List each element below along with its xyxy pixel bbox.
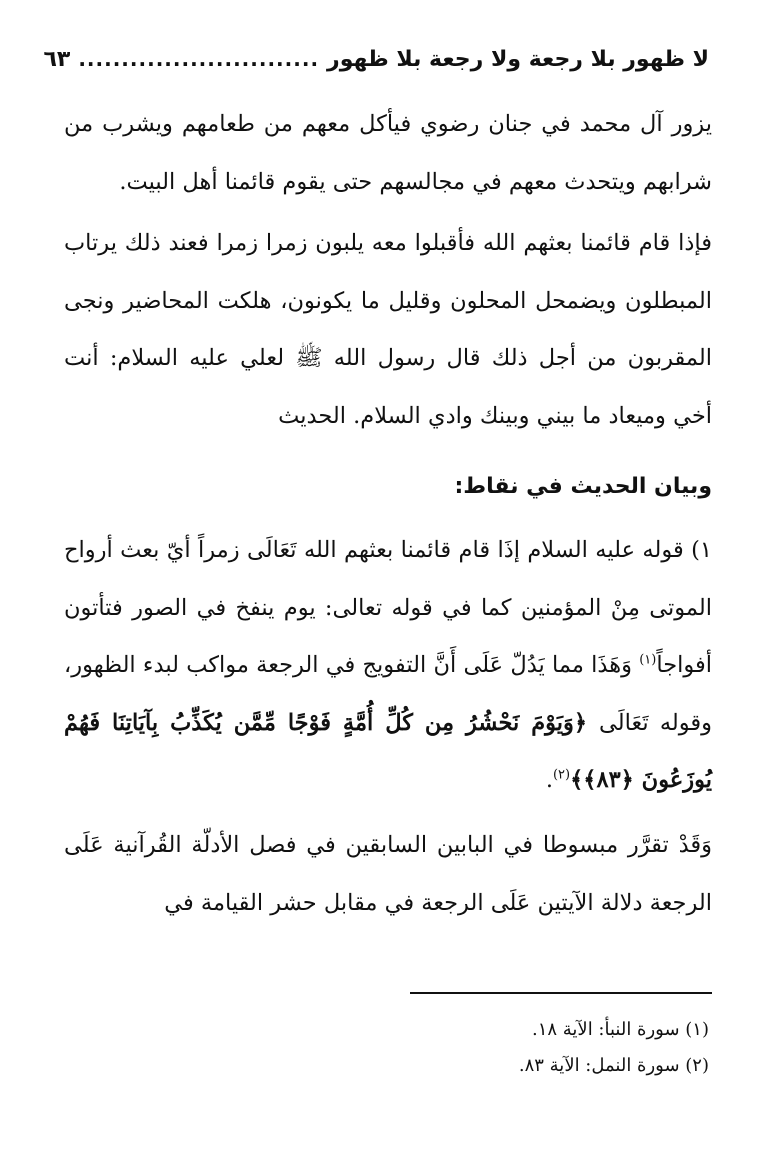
page-number: ٦٣	[43, 46, 71, 72]
point-1-text-b: وَهَذَا مما يَدُلّ عَلَى أَنَّ التفويج في الرجعة مواكب لبدء الظهور، وقوله تَعَالَى	[64, 652, 712, 736]
running-header	[43, 40, 709, 78]
footnote-divider	[410, 992, 712, 994]
quran-verse: ﴿وَيَوْمَ نَحْشُرُ مِن كُلِّ أُمَّةٍ فَوْجًا مِّمَّن يُكَذِّبُ بِآيَاتِنَا فَهُمْ يُوزَعُونَ ﴿٨٣﴾﴾	[64, 709, 712, 793]
point-1-end: .	[545, 767, 553, 793]
paragraph-4: وَقَدْ تقرَّر مبسوطا في البابين السابقين في فصل الأدلّة القُرآنية عَلَى الرجعة دلالة الآيتين عَلَى الرجعة في مقابل حشر القيامة في	[64, 832, 712, 916]
footnote-ref-2: (٢)	[552, 767, 571, 783]
paragraph-point-1	[64, 522, 712, 810]
header-leader-dots: ............................	[78, 47, 320, 71]
header-title: لا ظهور بلا رجعة ولا رجعة بلا ظهور	[327, 46, 709, 72]
footnote-1: (١) سورة النبأ: الآية ١٨.	[531, 1019, 709, 1040]
point-1-text-a: ١) قوله عليه السلام إذَا قام قائمنا بعثهم الله تَعَالَى زمراً أيّ بعث أرواح الموتى مِنْ المؤمنين كما في قوله تعالى: يوم ينفخ في الصور فتأتون أفواجاً	[64, 537, 712, 678]
footnote-2: (٢) سورة النمل: الآية ٨٣.	[518, 1055, 709, 1076]
paragraph-2: فإذا قام قائمنا بعثهم الله فأقبلوا معه يلبون زمرا زمرا فعند ذلك يرتاب المبطلون ويضمحل المحلون وقليل ما يكونون، هلكت المحاضير ونجى المقربون من أجل ذلك قال رسول الله ﷺ لعلي عليه السلام: أنت أخي وميعاد ما بيني وبينك وادي السلام. الحديث	[64, 230, 712, 429]
paragraph-1: يزور آل محمد في جنان رضوي فيأكل معهم من طعامهم ويشرب من شرابهم ويتحدث معهم في مجالسهم حتى يقوم قائمنا أهل البيت.	[64, 111, 712, 195]
footnote-ref-1: (١)	[639, 652, 657, 668]
footnotes	[309, 1012, 709, 1084]
section-heading: وبيان الحديث في نقاط:	[454, 474, 712, 499]
